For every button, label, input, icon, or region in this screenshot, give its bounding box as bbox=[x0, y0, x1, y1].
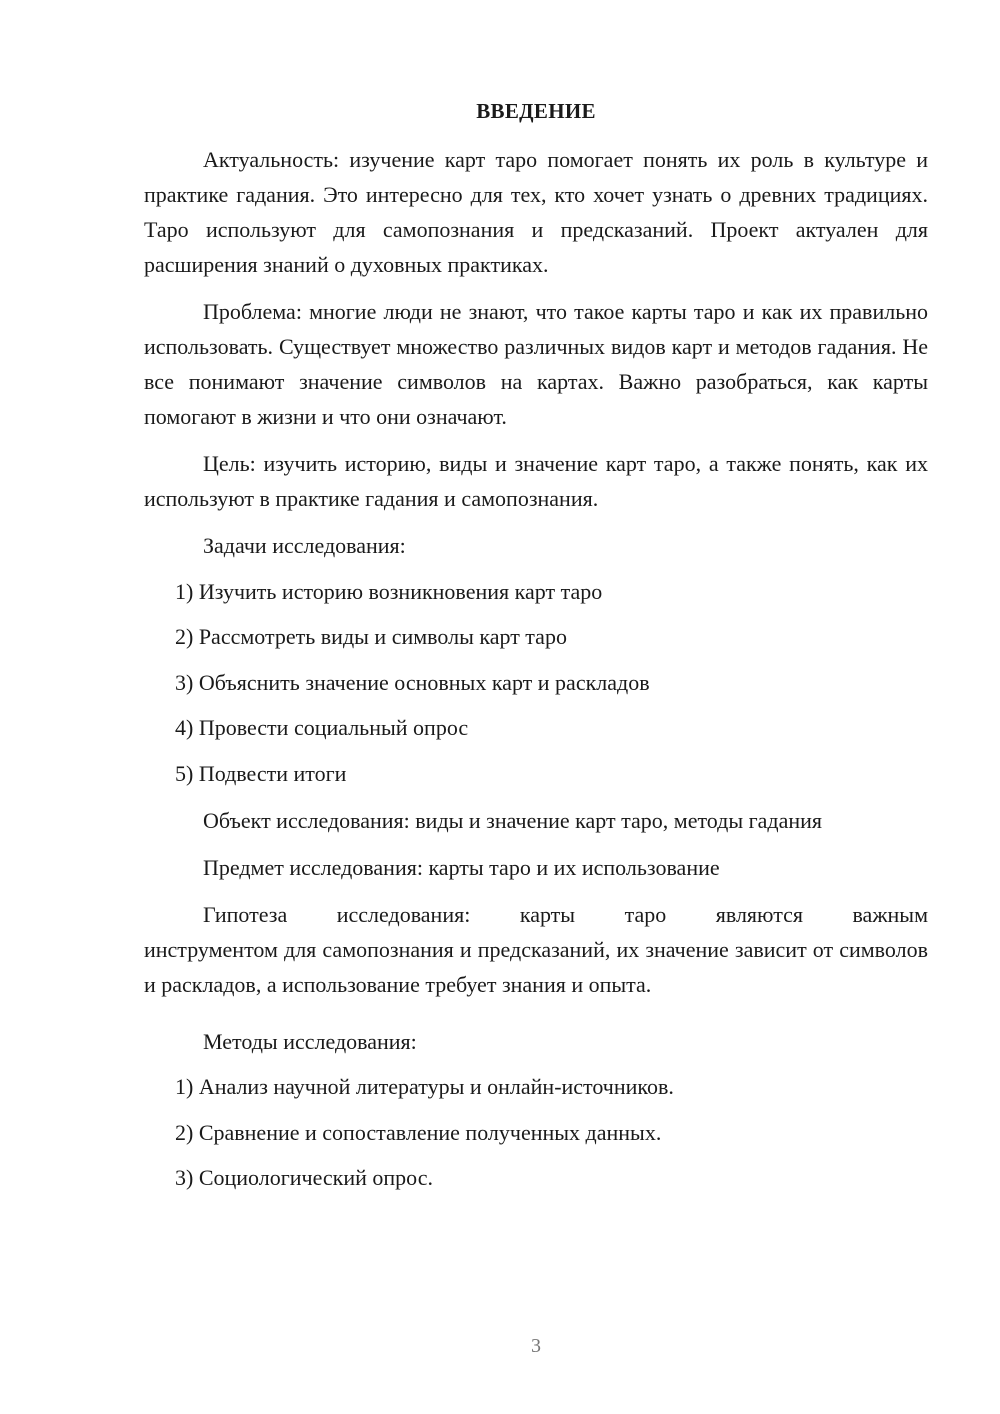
list-item-method-3: 3) Социологический опрос. bbox=[175, 1165, 433, 1190]
paragraph-relevance: Актуальность: изучение карт таро помогает понять их роль в культуре и практике гадания. Это интересно для тех, кто хочет узнать о древних традициях. Таро используют для самопознания и предсказаний. Проект актуален для расширения знаний о духовных практиках. bbox=[144, 147, 928, 277]
tasks-title: Задачи исследования: bbox=[203, 533, 406, 558]
paragraph-goal: Цель: изучить историю, виды и значение карт таро, а также понять, как их используют в практике гадания и самопознания. bbox=[144, 451, 928, 511]
page-title: ВВЕДЕНИЕ bbox=[476, 99, 596, 123]
list-item-task-4: 4) Провести социальный опрос bbox=[175, 715, 469, 740]
document-body bbox=[144, 142, 928, 1195]
paragraph-hypothesis bbox=[144, 897, 928, 1002]
list-item-method-2: 2) Сравнение и сопоставление полученных данных. bbox=[175, 1119, 662, 1145]
hypothesis-first-line: Гипотеза исследования: карты таро являются важным bbox=[203, 901, 928, 927]
list-item-task-5: 5) Подвести итоги bbox=[175, 760, 347, 786]
paragraph-problem: Проблема: многие люди не знают, что такое карты таро и как их правильно использовать. Существует множество различных видов карт и методов гадания. Не все понимают значение символов на картах. Важно разобраться, как карты помогают в жизни и что они означают. bbox=[144, 299, 928, 429]
page-number: 3 bbox=[531, 1335, 541, 1357]
list-item-task-2: 2) Рассмотреть виды и символы карт таро bbox=[175, 624, 567, 649]
list-item-task-1: 1) Изучить историю возникновения карт таро bbox=[175, 578, 603, 604]
hypothesis-rest: инструментом для самопознания и предсказаний, их значение зависит от символов и раскладов, а использование требует знания и опыта. bbox=[144, 936, 928, 997]
paragraph-object: Объект исследования: виды и значение карт таро, методы гадания bbox=[203, 807, 823, 833]
paragraph-subject: Предмет исследования: карты таро и их использование bbox=[203, 854, 720, 880]
methods-title: Методы исследования: bbox=[203, 1028, 417, 1054]
list-item-task-3: 3) Объяснить значение основных карт и раскладов bbox=[175, 669, 650, 695]
list-item-method-1: 1) Анализ научной литературы и онлайн-источников. bbox=[175, 1074, 674, 1099]
